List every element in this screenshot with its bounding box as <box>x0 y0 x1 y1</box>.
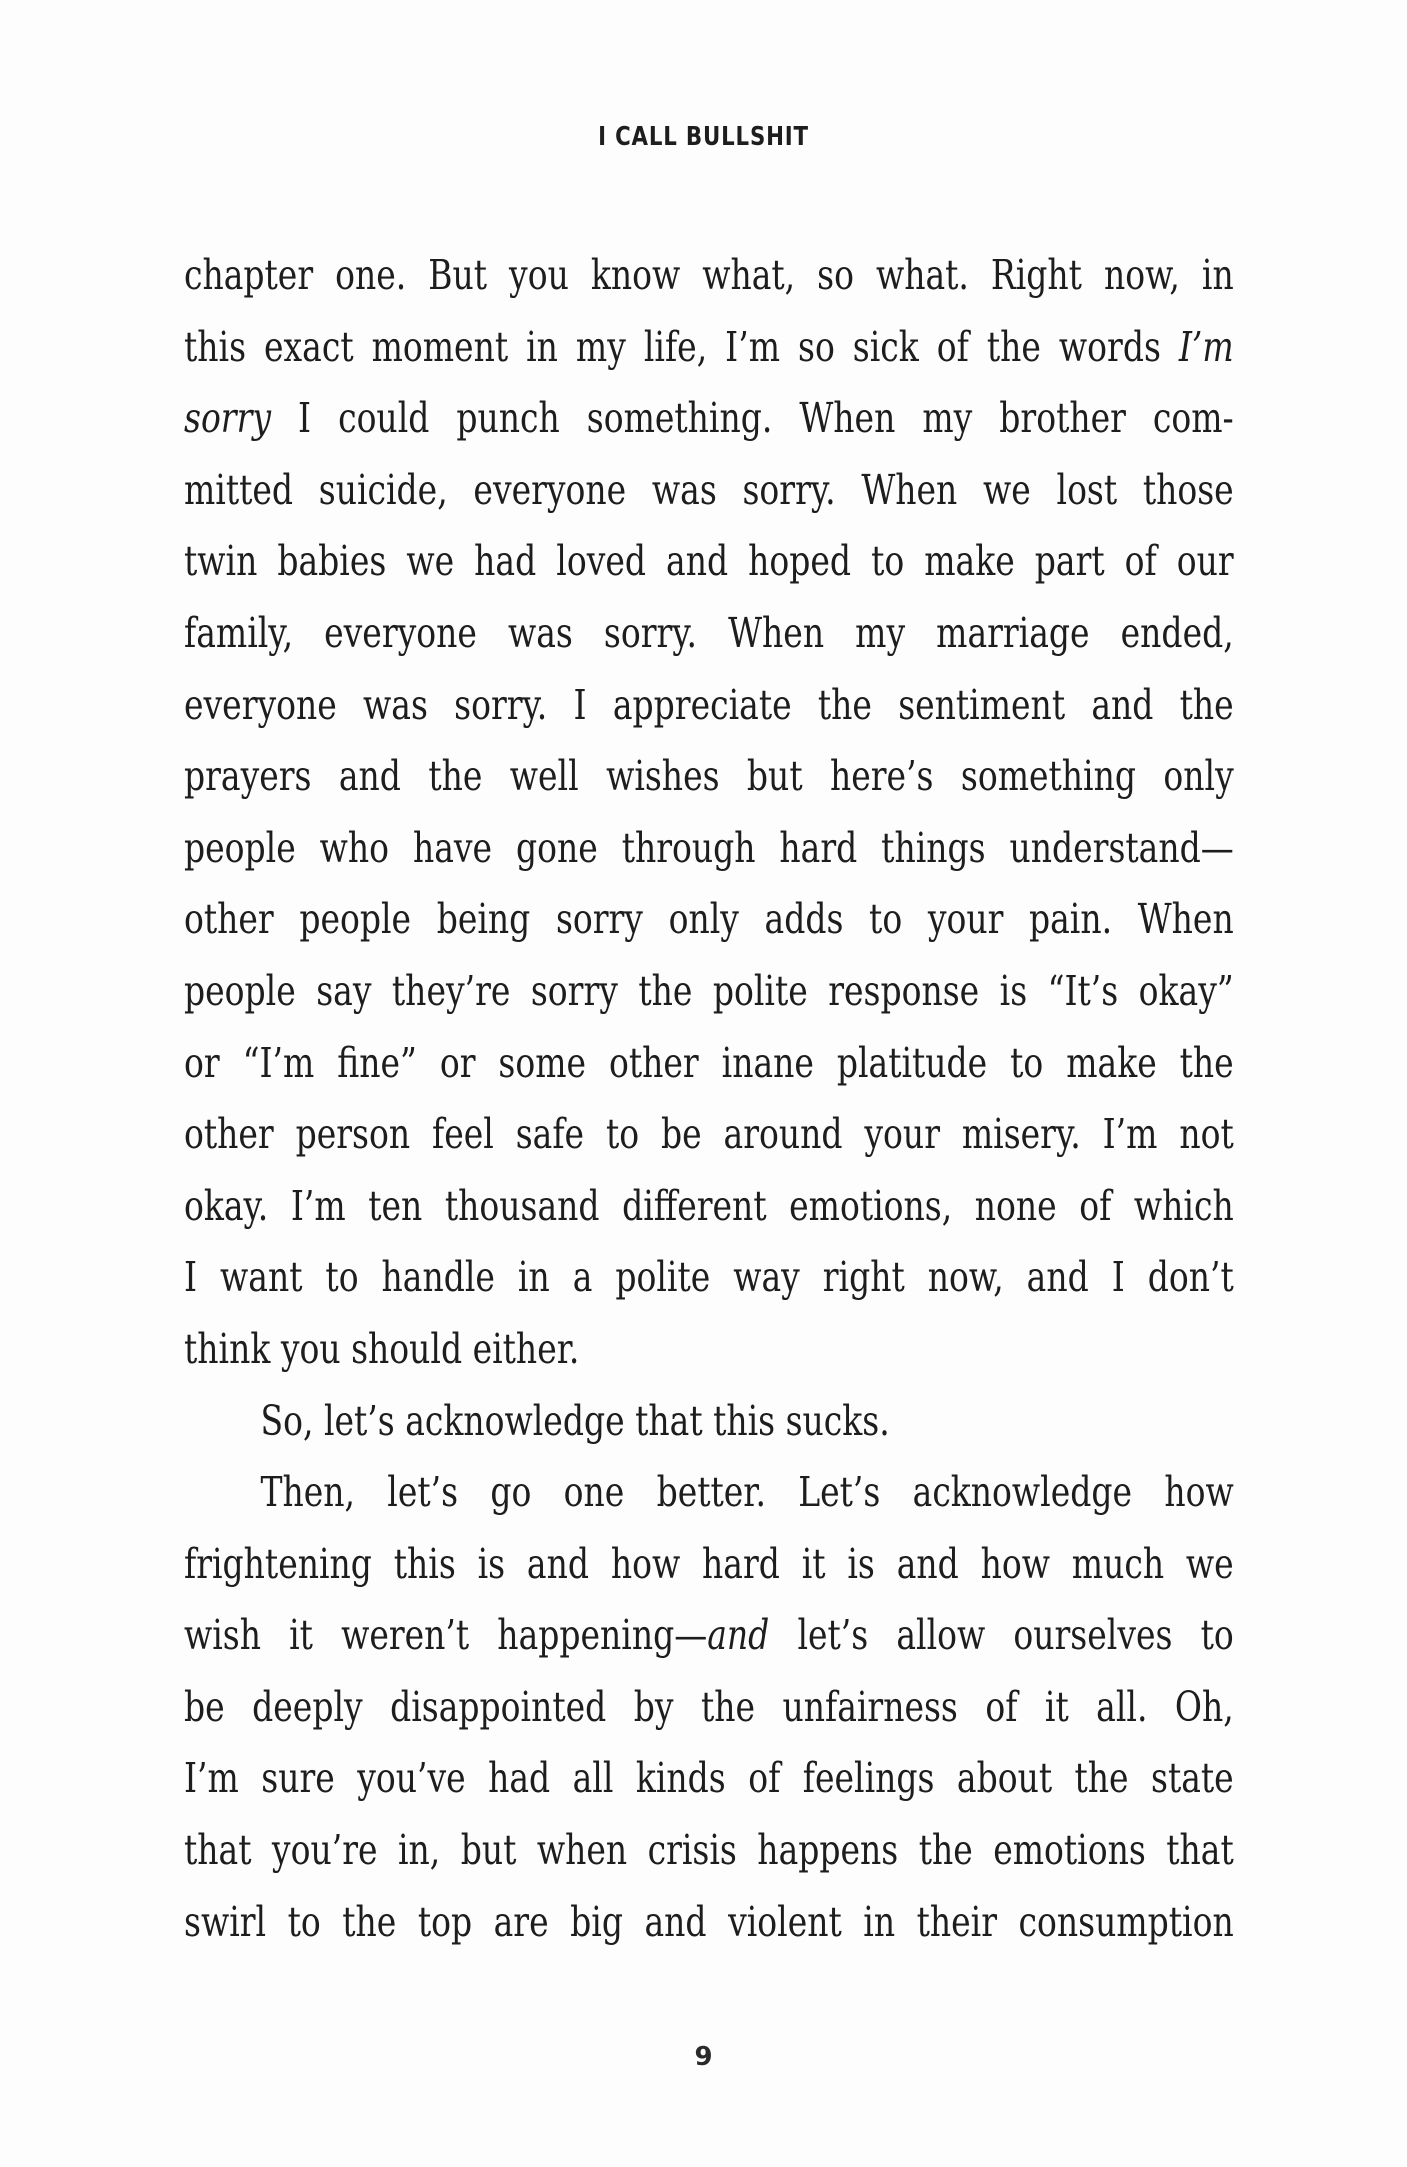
text-line: Then, let’s go one better. Let’s acknowledge how <box>260 1468 1234 1517</box>
text-line: family, everyone was sorry. When my marriage ended, <box>184 608 1234 657</box>
text-line: or “I’m fine” or some other inane platitude to make the <box>184 1038 1234 1087</box>
running-head: I CALL BULLSHIT <box>598 122 809 152</box>
text-line: okay. I’m ten thousand different emotions, none of which <box>184 1181 1234 1230</box>
body-text <box>184 240 1234 1958</box>
text-line: think you should either. <box>184 1324 580 1373</box>
text-line: So, let’s acknowledge that this sucks. <box>260 1396 890 1445</box>
text-line: twin babies we had loved and hoped to make part of our <box>184 537 1234 586</box>
text-line: other person feel safe to be around your misery. I’m not <box>184 1110 1234 1159</box>
text-line <box>184 383 1234 455</box>
text-segment: I could punch something. When my brother com- <box>298 394 1234 443</box>
emphasis: and <box>707 1611 770 1660</box>
page-number: 9 <box>694 2042 713 2072</box>
text-line: people who have gone through hard things understand— <box>184 823 1234 872</box>
text-line: everyone was sorry. I appreciate the sentiment and the <box>184 680 1234 729</box>
text-line: I’m sure you’ve had all kinds of feelings about the state <box>184 1754 1234 1803</box>
text-line: people say they’re sorry the polite response is “It’s okay” <box>184 966 1234 1015</box>
text-line <box>184 1600 1234 1672</box>
text-line: chapter one. But you know what, so what. Right now, in <box>184 251 1234 299</box>
text-line: I want to handle in a polite way right now, and I don’t <box>184 1253 1234 1302</box>
text-line: mitted suicide, everyone was sorry. When we lost those <box>184 465 1234 514</box>
text-line: swirl to the top are big and violent in their consumption <box>184 1897 1234 1946</box>
text-line: prayers and the well wishes but here’s something only <box>184 752 1234 801</box>
text-line: that you’re in, but when crisis happens the emotions that <box>184 1826 1234 1875</box>
text-line: frightening this is and how hard it is and how much we <box>184 1539 1234 1588</box>
text-line: other people being sorry only adds to your pain. When <box>184 895 1234 944</box>
text-segment: this exact moment in my life, I’m so sick of the words <box>184 322 1161 371</box>
emphasis: I’m <box>1178 322 1234 371</box>
text-line: be deeply disappointed by the unfairness of it all. Oh, <box>184 1682 1234 1731</box>
text-segment: let’s allow ourselves to <box>797 1611 1234 1660</box>
text-line <box>184 312 1234 384</box>
text-segment: wish it weren’t happening— <box>184 1611 708 1660</box>
emphasis: sorry <box>184 394 272 443</box>
